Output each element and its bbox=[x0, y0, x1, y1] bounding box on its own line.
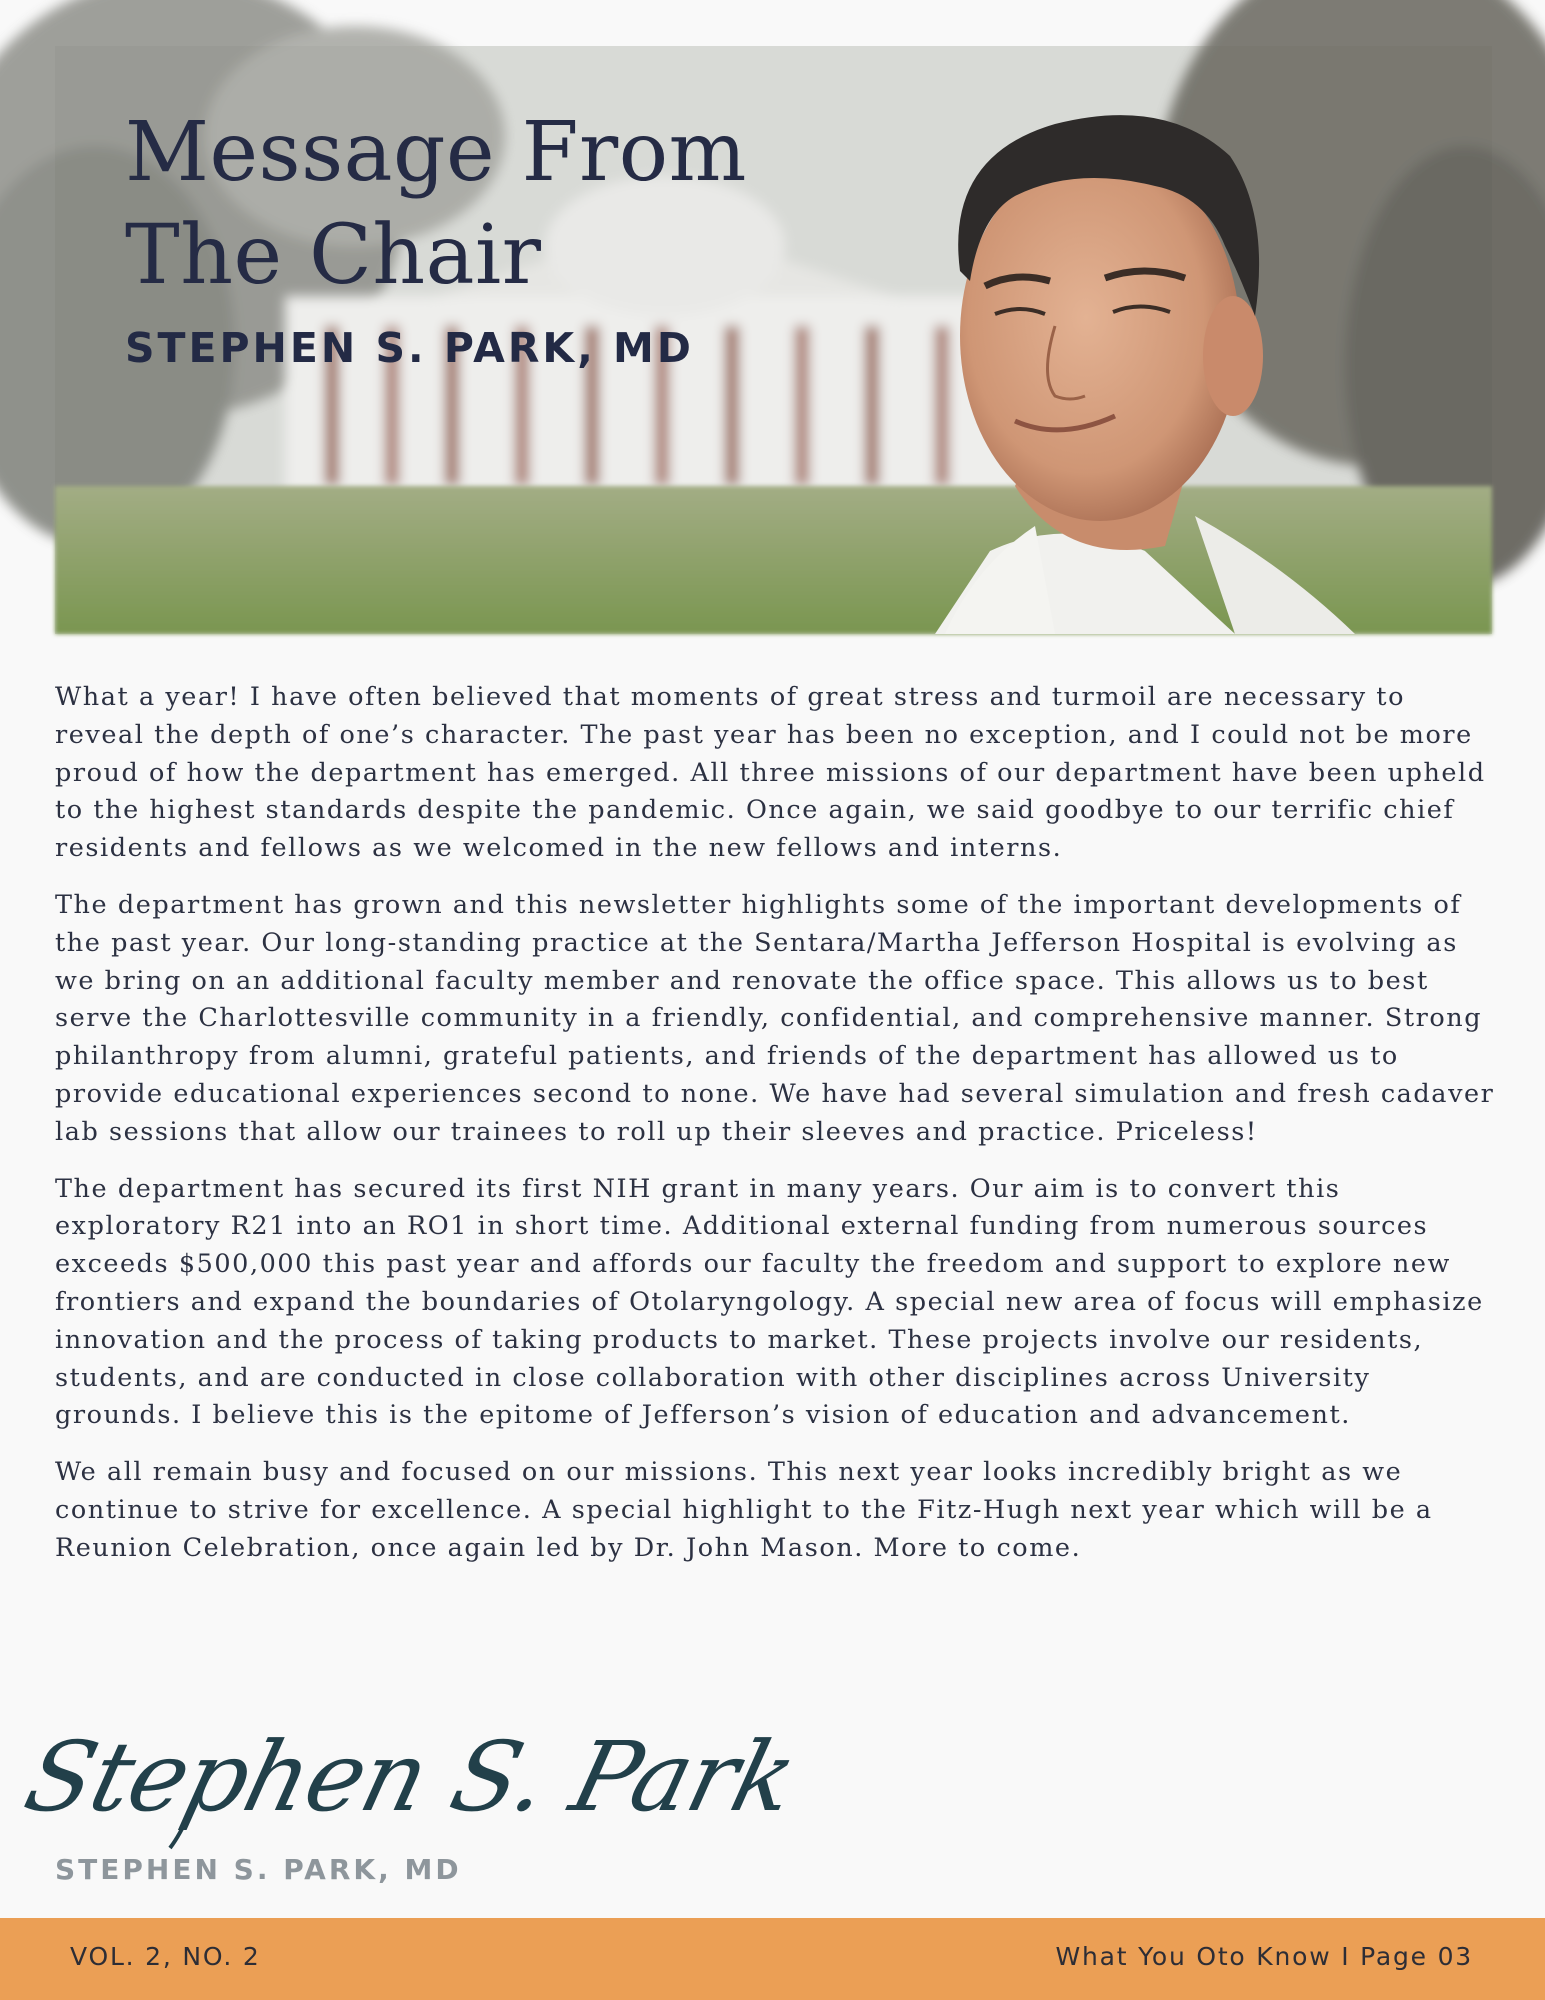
paragraph-1: What a year! I have often believed that moments of great stress and turmoil are necessary to reveal the depth of one’s character. The past year has been no exception, and I could not be more proud of how the department has emerged. All three missions of our department have been upheld to the highest standards despite the pandemic. Once again, we said goodbye to our terrific chief residents and fellows as we welcomed in the new fellows and interns. bbox=[55, 682, 1486, 864]
letter-body bbox=[55, 679, 1495, 1587]
hero-banner bbox=[55, 46, 1492, 634]
footer-volume: VOL. 2, NO. 2 bbox=[70, 1942, 261, 1971]
signature-script: Stephen S. Park bbox=[14, 1721, 807, 1833]
paragraph-3: The department has secured its first NIH grant in many years. Our aim is to convert this exploratory R21 into an RO1 in short time. Additional external funding from numerous sources exceeds $500,000 this past year and affords our faculty the freedom and support to explore new frontiers and expand the boundaries of Otolaryngology. A special new area of focus will emphasize innovation and the process of taking products to market. These projects involve our residents, students, and are conducted in close collaboration with other disciplines across University grounds. I believe this is the epitome of Jefferson’s vision of education and advancement. bbox=[55, 1173, 1484, 1431]
signature-printed-name: STEPHEN S. PARK, MD bbox=[55, 1853, 462, 1886]
author-subtitle: STEPHEN S. PARK, MD bbox=[125, 324, 694, 372]
page-title bbox=[125, 101, 747, 307]
footer-page-info: What You Oto Know I Page 03 bbox=[1055, 1942, 1473, 1971]
paragraph-4: We all remain busy and focused on our missions. This next year looks incredibly bright as we continue to strive for excellence. A special highlight to the Fitz-Hugh next year which will be a Reunion Celebration, once again led by Dr. John Mason. More to come. bbox=[55, 1457, 1433, 1563]
title-line-1: Message From bbox=[125, 105, 747, 200]
handwritten-signature bbox=[14, 1700, 807, 1850]
title-line-2: The Chair bbox=[125, 208, 542, 303]
paragraph-2: The department has grown and this newsletter highlights some of the important developments of the past year. Our long-standing practice at the Sentara/Martha Jefferson Hospital is evolving as we bring on an additional faculty member and renovate the office space. This allows us to best serve the Charlottesville community in a friendly, confidential, and comprehensive manner. Strong philanthropy from alumni, grateful patients, and friends of the department has allowed us to provide educational experiences second to none. We have had several simulation and fresh cadaver lab sessions that allow our trainees to roll up their sleeves and practice. Priceless! bbox=[55, 889, 1495, 1147]
page-footer bbox=[0, 1918, 1545, 2000]
